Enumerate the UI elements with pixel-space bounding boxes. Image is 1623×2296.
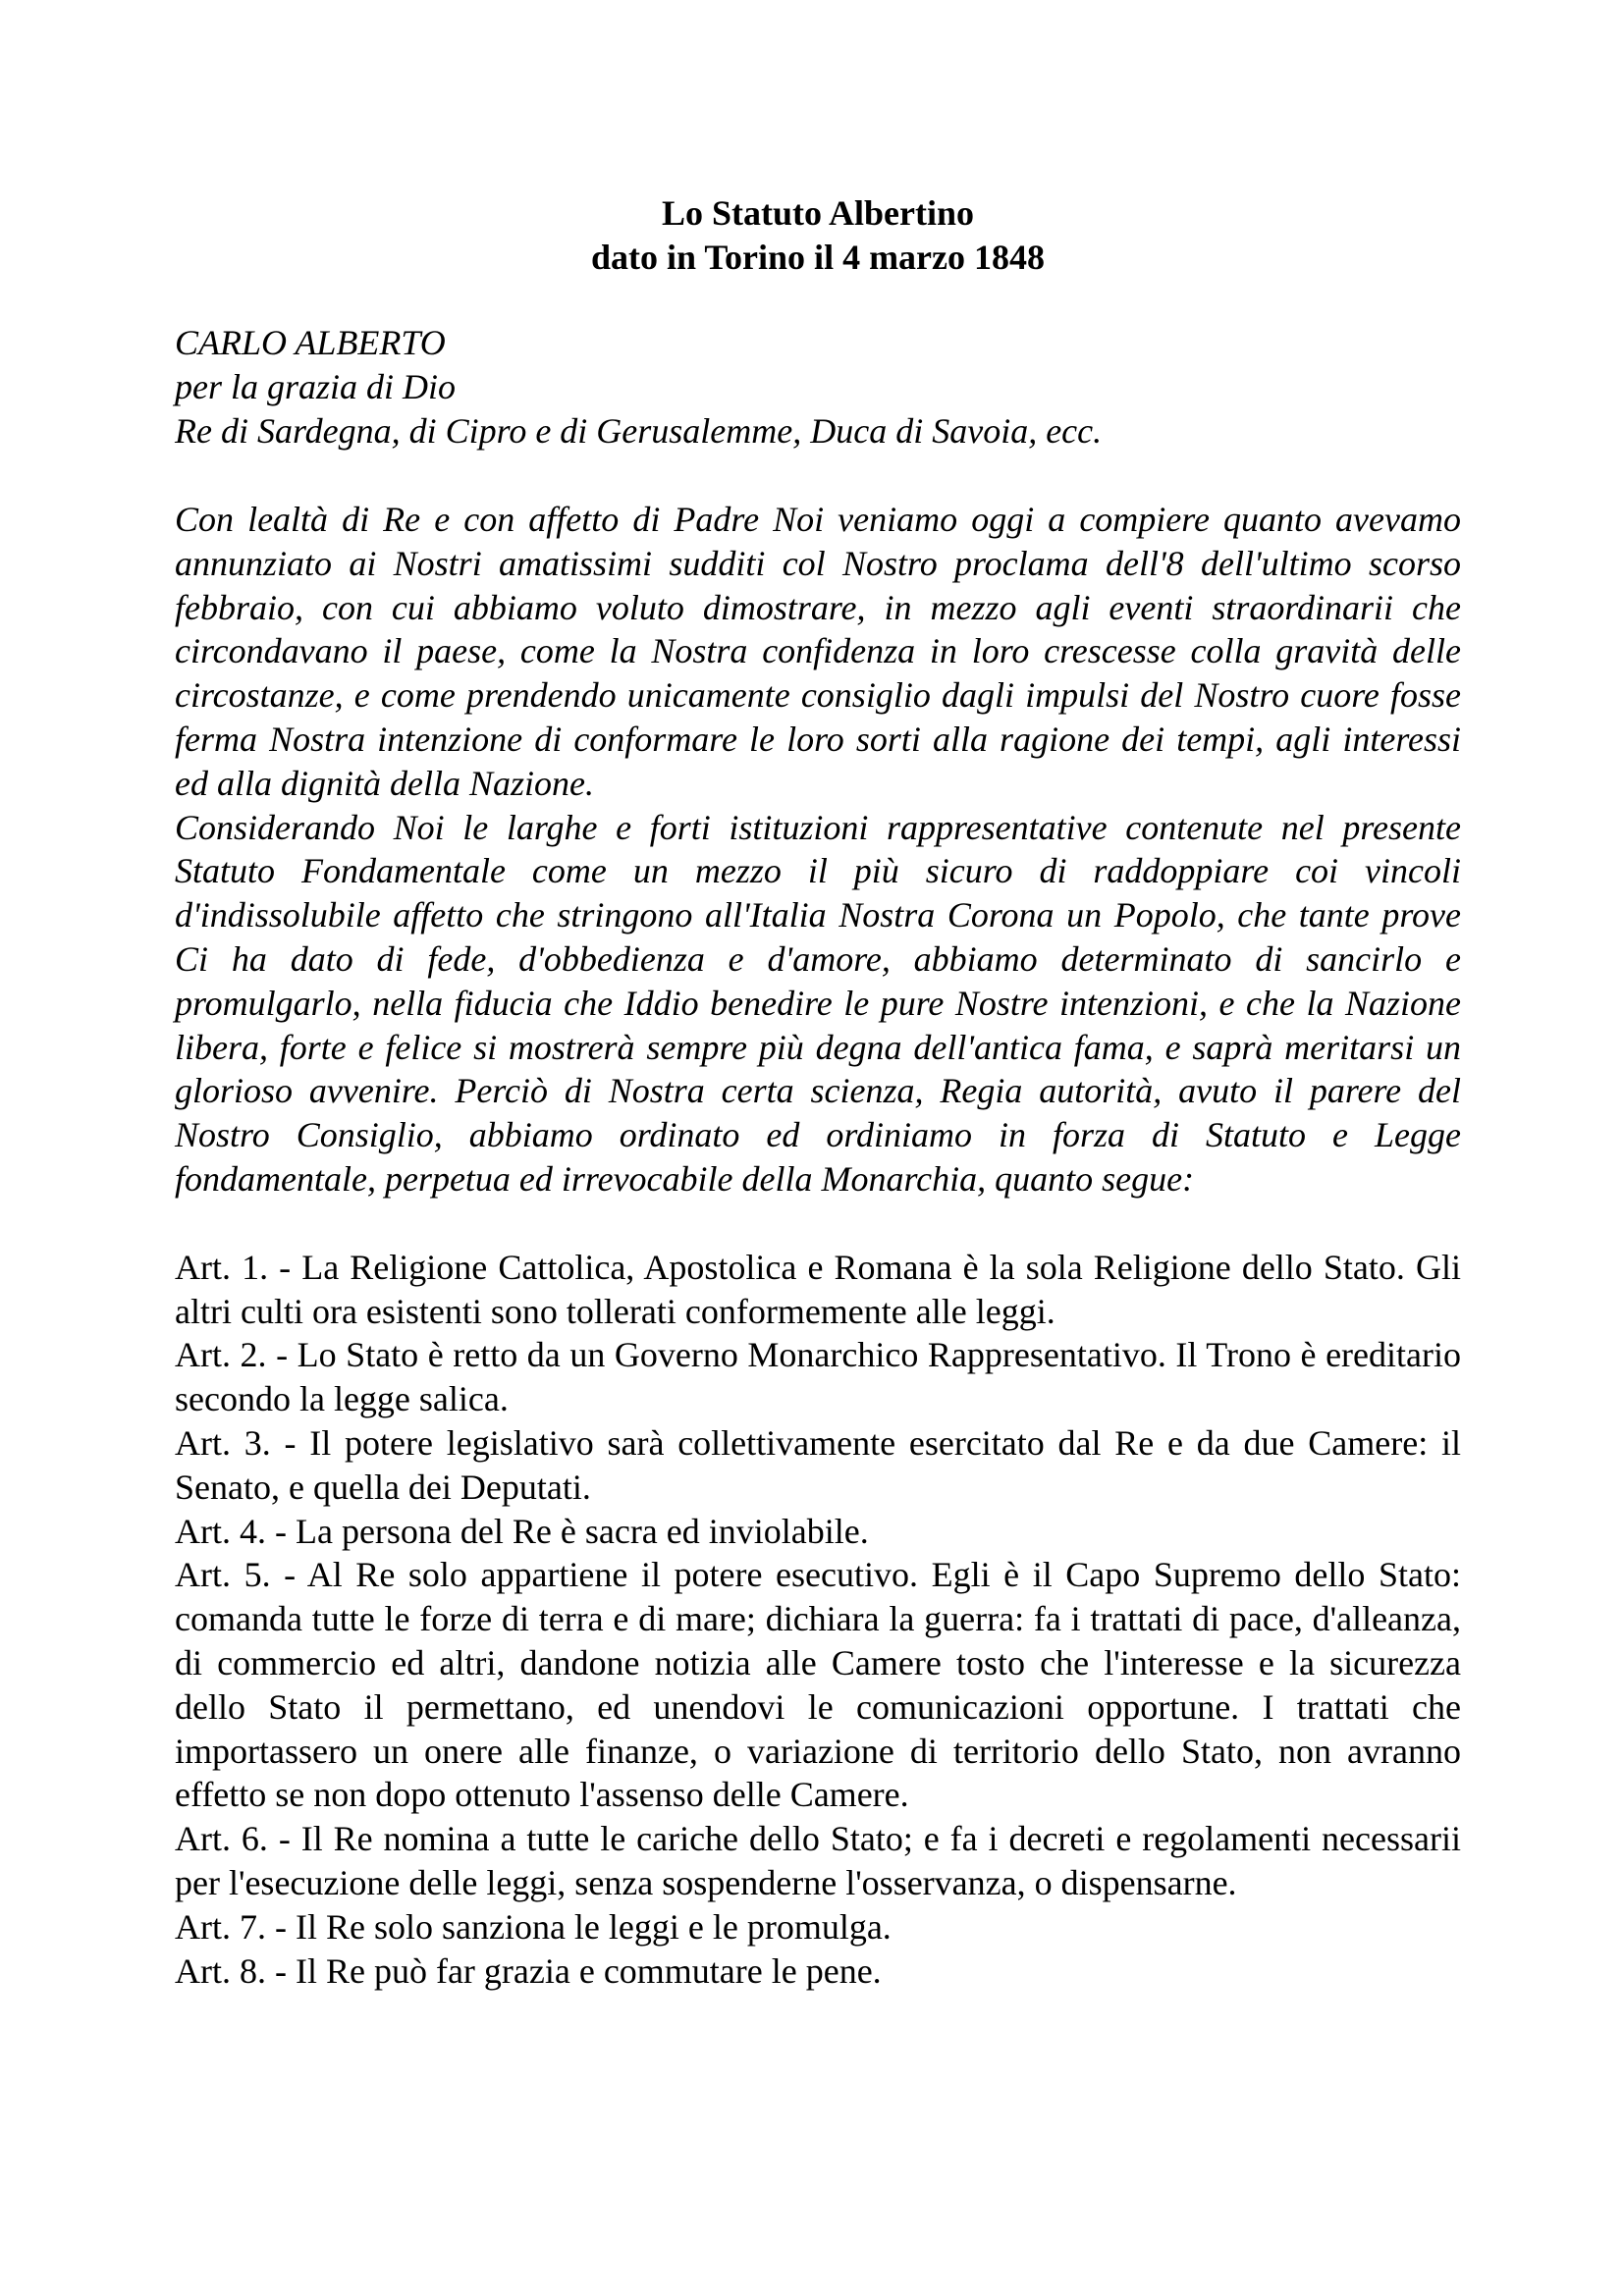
article-3: Art. 3. - Il potere legislativo sarà collettivamente esercitato dal Re e da due Camere: il Senato, e quella dei Deputati. [175,1422,1461,1507]
sovereign-name: CARLO ALBERTO [175,323,446,362]
articles-list [175,1246,1461,1994]
document-title [175,191,1461,280]
article-1: Art. 1. - La Religione Cattolica, Apostolica e Romana è la sola Religione dello Stato. Gli altri culti ora esistenti sono tollerati conformemente alle leggi. [175,1247,1461,1331]
document-page [175,191,1461,1993]
article-2: Art. 2. - Lo Stato è retto da un Governo Monarchico Rappresentativo. Il Trono è ereditario secondo la legge salica. [175,1335,1461,1419]
article-5: Art. 5. - Al Re solo appartiene il potere esecutivo. Egli è il Capo Supremo dello Stato: comanda tutte le forze di terra e di mare; dichiara la guerra: fa i trattati di pace, d'alleanza, di commercio ed altri, dandone notizia alle Camere tosto che l'interesse e la sicurezza dello Stato il permettano, ed unendovi le comunicazioni opportune. I trattati che importassero un onere alle finanze, o variazione di territorio dello Stato, non avranno effetto se non dopo ottenuto l'assenso delle Camere. [175,1555,1461,1815]
sovereign-titles: Re di Sardegna, di Cipro e di Gerusalemme, Duca di Savoia, ecc. [175,411,1103,451]
preamble-paragraph: Considerando Noi le larghe e forti istituzioni rappresentative contenute nel presente Statuto Fondamentale come un mezzo il più sicuro di raddoppiare coi vincoli d'indissolubile affetto che stringono all'Italia Nostra Corona un Popolo, che tante prove Ci ha dato di fede, d'obbedienza e d'amore, abbiamo determinato di sancirlo e promulgarlo, nella fiducia che Iddio benedire le pure Nostre intenzioni, e che la Nazione libera, forte e felice si mostrerà sempre più degna dell'antica fama, e saprà meritarsi un glorioso avvenire. Perciò di Nostra certa scienza, Regia autorità, avuto il parere del Nostro Consiglio, abbiamo ordinato ed ordiniamo in forza di Statuto e Legge fondamentale, perpetua ed irrevocabile della Monarchia, quanto segue: [175,807,1461,1199]
article-6: Art. 6. - Il Re nomina a tutte le cariche dello Stato; e fa i decreti e regolamenti necessarii per l'esecuzione delle leggi, senza sospenderne l'osservanza, o dispensarne. [175,1819,1461,1902]
article-7: Art. 7. - Il Re solo sanziona le leggi e le promulga. [175,1906,892,1947]
preamble [175,498,1461,1201]
article-4: Art. 4. - La persona del Re è sacra ed inviolabile. [175,1511,869,1551]
sovereign-block [175,321,1461,454]
article-8: Art. 8. - Il Re può far grazia e commutare le pene. [175,1950,882,1991]
title-line-2: dato in Torino il 4 marzo 1848 [590,238,1046,277]
sovereign-grace: per la grazia di Dio [175,367,457,406]
preamble-paragraph: Con lealtà di Re e con affetto di Padre Noi veniamo oggi a compiere quanto avevamo annunziato ai Nostri amatissimi sudditi col Nostro proclama dell'8 dell'ultimo scorso febbraio, con cui abbiamo voluto dimostrare, in mezzo agli eventi straordinarii che circondavano il paese, come la Nostra confidenza in loro crescesse colla gravità delle circostanze, e come prendendo unicamente consiglio dagli impulsi del Nostro cuore fosse ferma Nostra intenzione di conformare le loro sorti alla ragione dei tempi, agli interessi ed alla dignità della Nazione. [175,500,1461,803]
title-line-1: Lo Statuto Albertino [661,193,975,233]
